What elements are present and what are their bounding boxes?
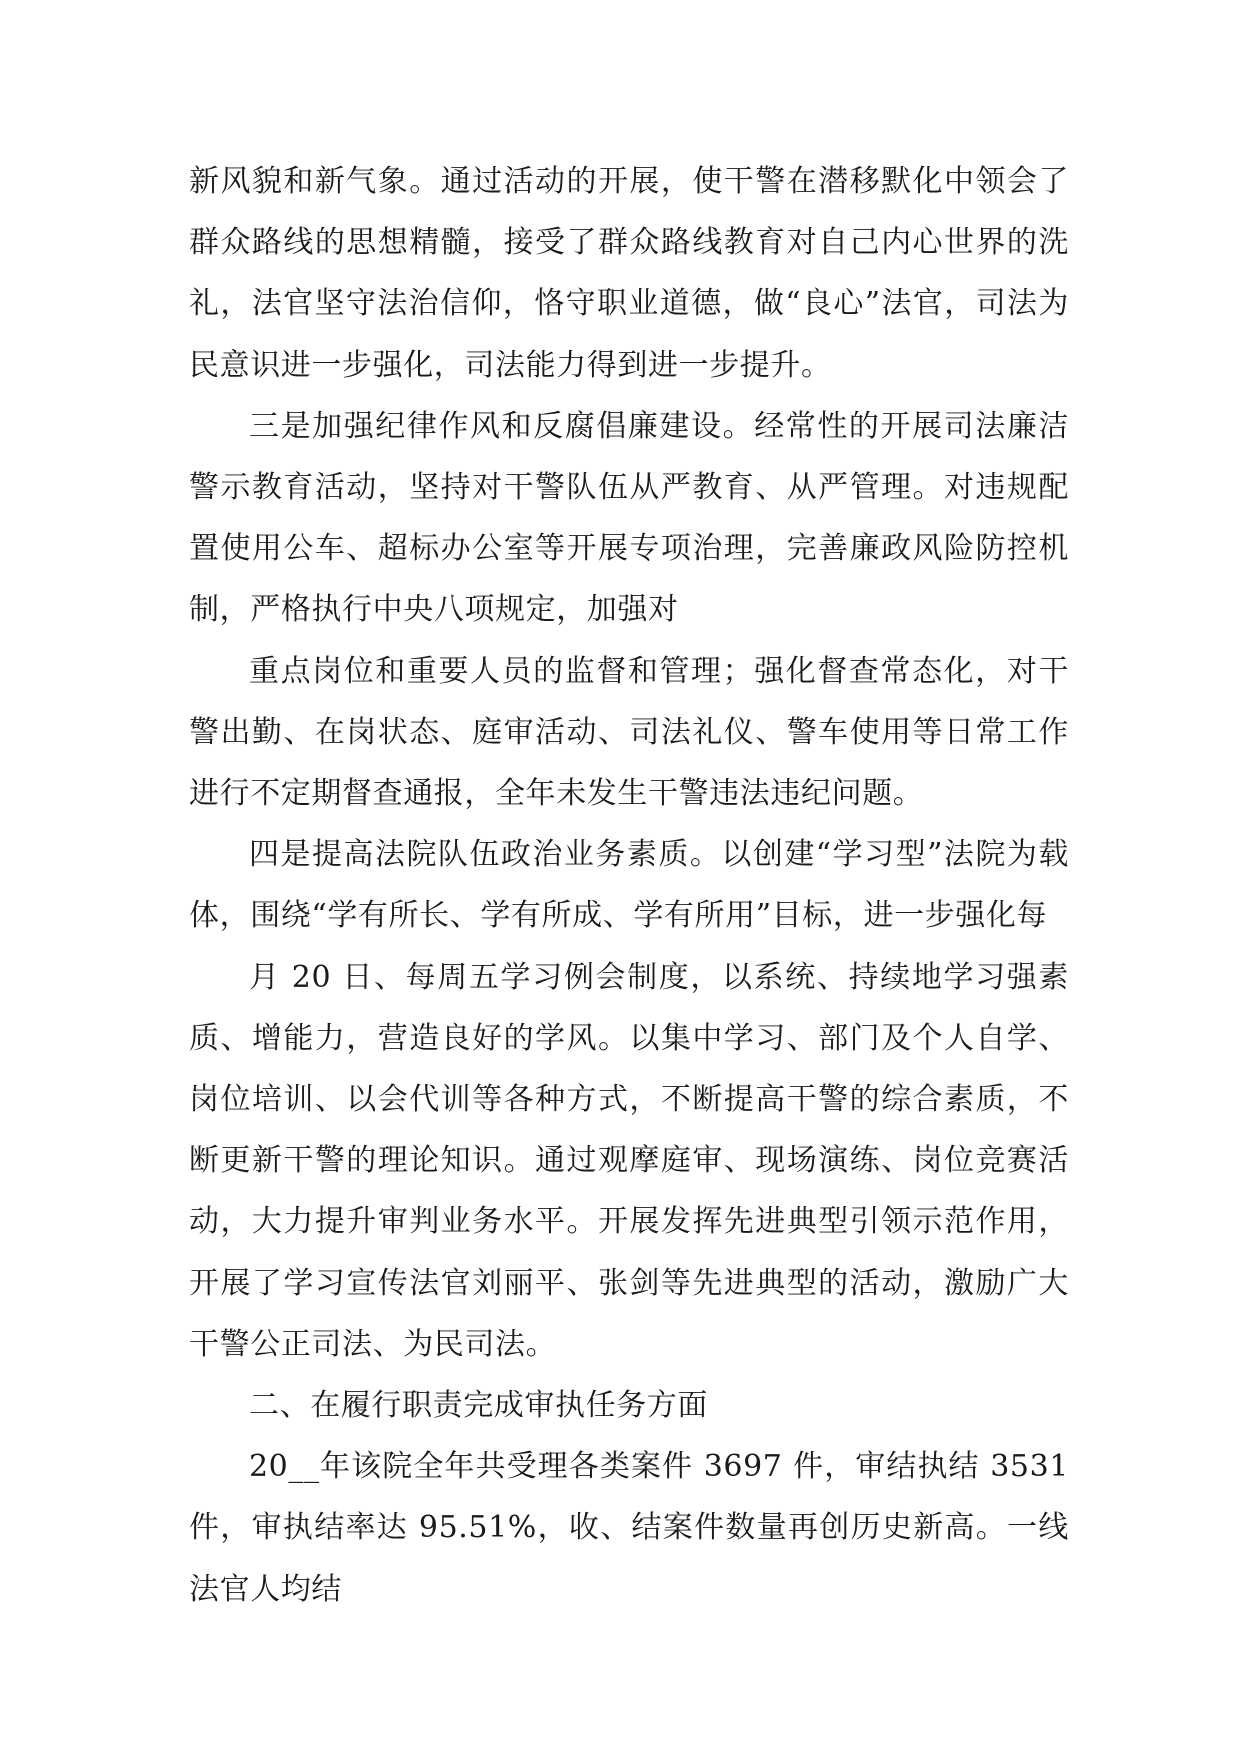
paragraph-6: 20__年该院全年共受理各类案件 3697 件，审结执结 3531 件，审执结率达 95.51%，收、结案件数量再创历史新高。一线法官人均结 (189, 1449, 1069, 1607)
paragraph-4: 四是提高法院队伍政治业务素质。以创建“学习型”法院为载体，围绕“学有所长、学有所成、学有所用”目标，进一步强化每 (189, 837, 1069, 934)
document-body (189, 151, 1069, 1620)
section-heading: 二、在履行职责完成审执任务方面 (249, 1388, 708, 1424)
paragraph-5: 月 20 日、每周五学习例会制度，以系统、持续地学习强素质、增能力，营造良好的学风。以集中学习、部门及个人自学、岗位培训、以会代训等各种方式，不断提高干警的综合素质，不断更新干警的理论知识。通过观摩庭审、现场演练、岗位竞赛活动，大力提升审判业务水平。开展发挥先进典型引领示范作用，开展了学习宣传法官刘丽平、张剑等先进典型的活动，激励广大干警公正司法、为民司法。 (189, 959, 1069, 1362)
paragraph-1: 新风貌和新气象。通过活动的开展，使干警在潜移默化中领会了群众路线的思想精髓，接受了群众路线教育对自己内心世界的洗礼，法官坚守法治信仰，恪守职业道德，做“良心”法官，司法为民意识进一步强化，司法能力得到进一步提升。 (189, 164, 1069, 383)
paragraph-3: 重点岗位和重要人员的监督和管理；强化督查常态化，对干警出勤、在岗状态、庭审活动、司法礼仪、警车使用等日常工作进行不定期督查通报，全年未发生干警违法违纪问题。 (189, 653, 1069, 812)
paragraph-2: 三是加强纪律作风和反腐倡廉建设。经常性的开展司法廉洁警示教育活动，坚持对干警队伍从严教育、从严管理。对违规配置使用公车、超标办公室等开展专项治理，完善廉政风险防控机制，严格执行中央八项规定，加强对 (189, 408, 1069, 628)
